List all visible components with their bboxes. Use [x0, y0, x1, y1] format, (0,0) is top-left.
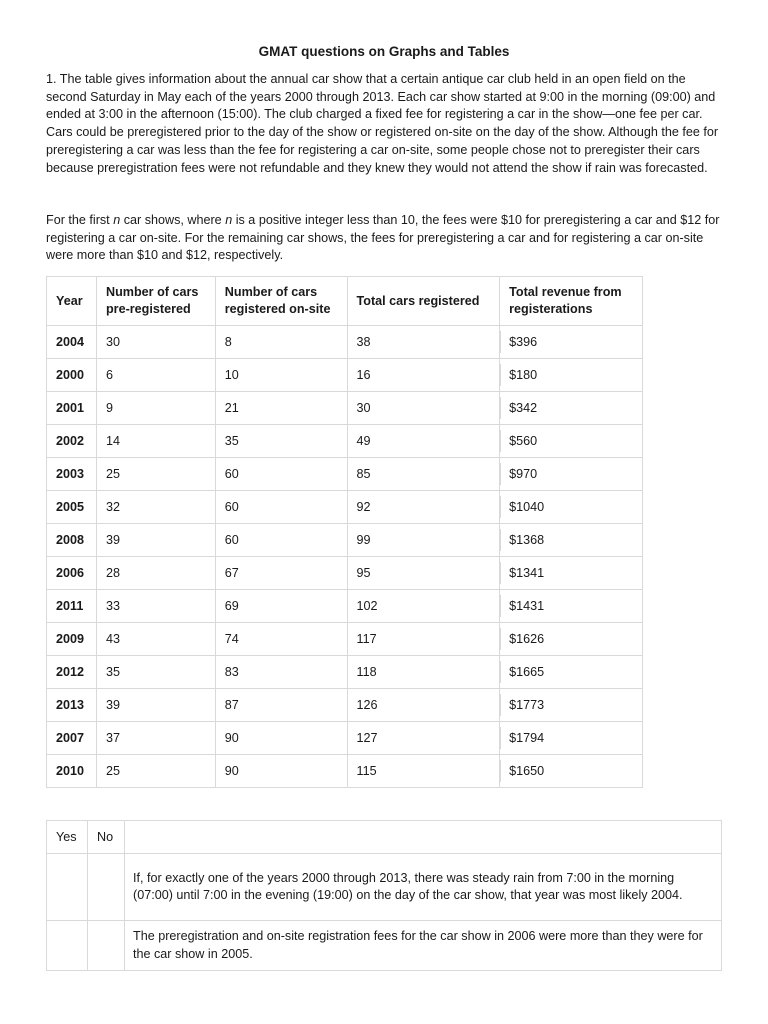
year-cell: 2000 [47, 359, 97, 392]
onsite-cell: 10 [215, 359, 347, 392]
table-row [47, 326, 643, 359]
total-cars-cell: 38 [347, 326, 500, 359]
table-row [47, 425, 643, 458]
onsite-cell: 83 [215, 656, 347, 689]
total-cars-cell: 115 [347, 755, 500, 788]
year-cell: 2009 [47, 623, 97, 656]
yes-answer-cell[interactable] [47, 921, 88, 971]
year-cell: 2002 [47, 425, 97, 458]
answer-header-row [47, 821, 722, 854]
table-row [47, 689, 643, 722]
revenue-cell [500, 458, 643, 491]
onsite-cell: 67 [215, 557, 347, 590]
fee-text-part: For the first [46, 213, 114, 227]
revenue-value: $1665 [500, 661, 544, 683]
revenue-value: $1040 [500, 496, 544, 518]
onsite-cell: 60 [215, 524, 347, 557]
revenue-cell [500, 524, 643, 557]
total-cars-cell: 95 [347, 557, 500, 590]
preregistered-cell: 9 [96, 392, 215, 425]
statement-row [47, 854, 722, 921]
revenue-value: $180 [500, 364, 537, 386]
fee-paragraph [46, 212, 724, 265]
statement-column-header [125, 821, 722, 854]
preregistered-cell: 25 [96, 458, 215, 491]
revenue-cell [500, 557, 643, 590]
year-cell: 2010 [47, 755, 97, 788]
yes-column-header: Yes [47, 821, 88, 854]
revenue-value: $1431 [500, 595, 544, 617]
revenue-cell [500, 359, 643, 392]
preregistered-cell: 43 [96, 623, 215, 656]
table-row [47, 458, 643, 491]
onsite-cell: 87 [215, 689, 347, 722]
yes-answer-cell[interactable] [47, 854, 88, 921]
revenue-cell [500, 623, 643, 656]
year-cell: 2013 [47, 689, 97, 722]
no-column-header: No [88, 821, 125, 854]
preregistered-cell: 39 [96, 524, 215, 557]
preregistered-cell: 37 [96, 722, 215, 755]
onsite-cell: 90 [215, 755, 347, 788]
total-cars-cell: 127 [347, 722, 500, 755]
preregistered-cell: 28 [96, 557, 215, 590]
total-cars-cell: 102 [347, 590, 500, 623]
question-intro-paragraph: 1. The table gives information about the annual car show that a certain antique car club held in an open field on the second Saturday in May each of the years 2000 through 2013. Each car show started at 9:00 in the morning (09:00) and ended at 3:00 in the afternoon (15:00). The club charged a fixed fee for registering a car in the show—one fee per car. Cars could be preregistered prior to the day of the show or registered on-site on the day of the show. Although the fee for preregistering a car was less than the fee for registering a car on-site, some people chose not to preregister their cars because preregistration fees were not refundable and they knew they would not attend the show if rain was forecasted. [46, 72, 719, 175]
statement-row [47, 921, 722, 971]
revenue-value: $1368 [500, 529, 544, 551]
year-cell: 2001 [47, 392, 97, 425]
variable-n: n [113, 213, 121, 227]
fee-text-part: car shows, where [120, 213, 226, 227]
revenue-value: $560 [500, 430, 537, 452]
page-title: GMAT questions on Graphs and Tables [258, 44, 510, 59]
column-header-year: Year [47, 277, 97, 326]
no-answer-cell[interactable] [88, 921, 125, 971]
onsite-cell: 60 [215, 458, 347, 491]
year-cell: 2004 [47, 326, 97, 359]
revenue-value: $1794 [500, 727, 544, 749]
year-cell: 2006 [47, 557, 97, 590]
statement-text: If, for exactly one of the years 2000 through 2013, there was steady rain from 7:00 in the morning (07:00) until 7:00 in the evening (19:00) on the day of the car show, that year was most likely 2004. [125, 854, 722, 921]
column-header-onsite: Number of cars registered on-site [215, 277, 347, 326]
table-row [47, 491, 643, 524]
table-row [47, 722, 643, 755]
revenue-value: $1650 [500, 760, 544, 782]
preregistered-cell: 30 [96, 326, 215, 359]
revenue-value: $1626 [500, 628, 544, 650]
revenue-value: $970 [500, 463, 537, 485]
table-row [47, 590, 643, 623]
revenue-value: $1773 [500, 694, 544, 716]
total-cars-cell: 92 [347, 491, 500, 524]
onsite-cell: 21 [215, 392, 347, 425]
year-cell: 2012 [47, 656, 97, 689]
year-cell: 2007 [47, 722, 97, 755]
total-cars-cell: 126 [347, 689, 500, 722]
revenue-cell [500, 326, 643, 359]
revenue-cell [500, 689, 643, 722]
onsite-cell: 90 [215, 722, 347, 755]
year-cell: 2005 [47, 491, 97, 524]
column-header-preregistered: Number of cars pre-registered [96, 277, 215, 326]
onsite-cell: 35 [215, 425, 347, 458]
onsite-cell: 8 [215, 326, 347, 359]
table-row [47, 656, 643, 689]
variable-n: n [225, 213, 233, 227]
preregistered-cell: 25 [96, 755, 215, 788]
revenue-value: $342 [500, 397, 537, 419]
statement-text: The preregistration and on-site registration fees for the car show in 2006 were more than they were for the car show in 2005. [125, 921, 722, 971]
no-answer-cell[interactable] [88, 854, 125, 921]
total-cars-cell: 99 [347, 524, 500, 557]
total-cars-cell: 16 [347, 359, 500, 392]
revenue-value: $396 [500, 331, 537, 353]
year-cell: 2011 [47, 590, 97, 623]
preregistered-cell: 32 [96, 491, 215, 524]
table-row [47, 623, 643, 656]
onsite-cell: 74 [215, 623, 347, 656]
preregistered-cell: 39 [96, 689, 215, 722]
preregistered-cell: 33 [96, 590, 215, 623]
column-header-total-revenue: Total revenue from registerations [500, 277, 643, 326]
table-row [47, 392, 643, 425]
revenue-cell [500, 392, 643, 425]
total-cars-cell: 30 [347, 392, 500, 425]
table-header-row [47, 277, 643, 326]
preregistered-cell: 6 [96, 359, 215, 392]
preregistered-cell: 35 [96, 656, 215, 689]
table-row [47, 359, 643, 392]
year-cell: 2003 [47, 458, 97, 491]
total-cars-cell: 118 [347, 656, 500, 689]
total-cars-cell: 117 [347, 623, 500, 656]
yes-no-question-table [46, 820, 722, 971]
total-cars-cell: 49 [347, 425, 500, 458]
onsite-cell: 69 [215, 590, 347, 623]
column-header-total-cars: Total cars registered [347, 277, 500, 326]
year-cell: 2008 [47, 524, 97, 557]
car-show-table [46, 276, 643, 788]
revenue-cell [500, 425, 643, 458]
revenue-cell [500, 590, 643, 623]
revenue-cell [500, 491, 643, 524]
revenue-cell [500, 755, 643, 788]
fee-text-part: is a positive integer less than 10, the fees were $10 for preregistering a car and $12 for registering a car on-site. For the remaining car shows, the fees for preregistering a car and for registering a car on-site were more than $10 and $12, respectively. [46, 213, 720, 263]
table-row [47, 755, 643, 788]
total-cars-cell: 85 [347, 458, 500, 491]
preregistered-cell: 14 [96, 425, 215, 458]
revenue-cell [500, 656, 643, 689]
revenue-value: $1341 [500, 562, 544, 584]
table-row [47, 557, 643, 590]
onsite-cell: 60 [215, 491, 347, 524]
revenue-cell [500, 722, 643, 755]
table-row [47, 524, 643, 557]
